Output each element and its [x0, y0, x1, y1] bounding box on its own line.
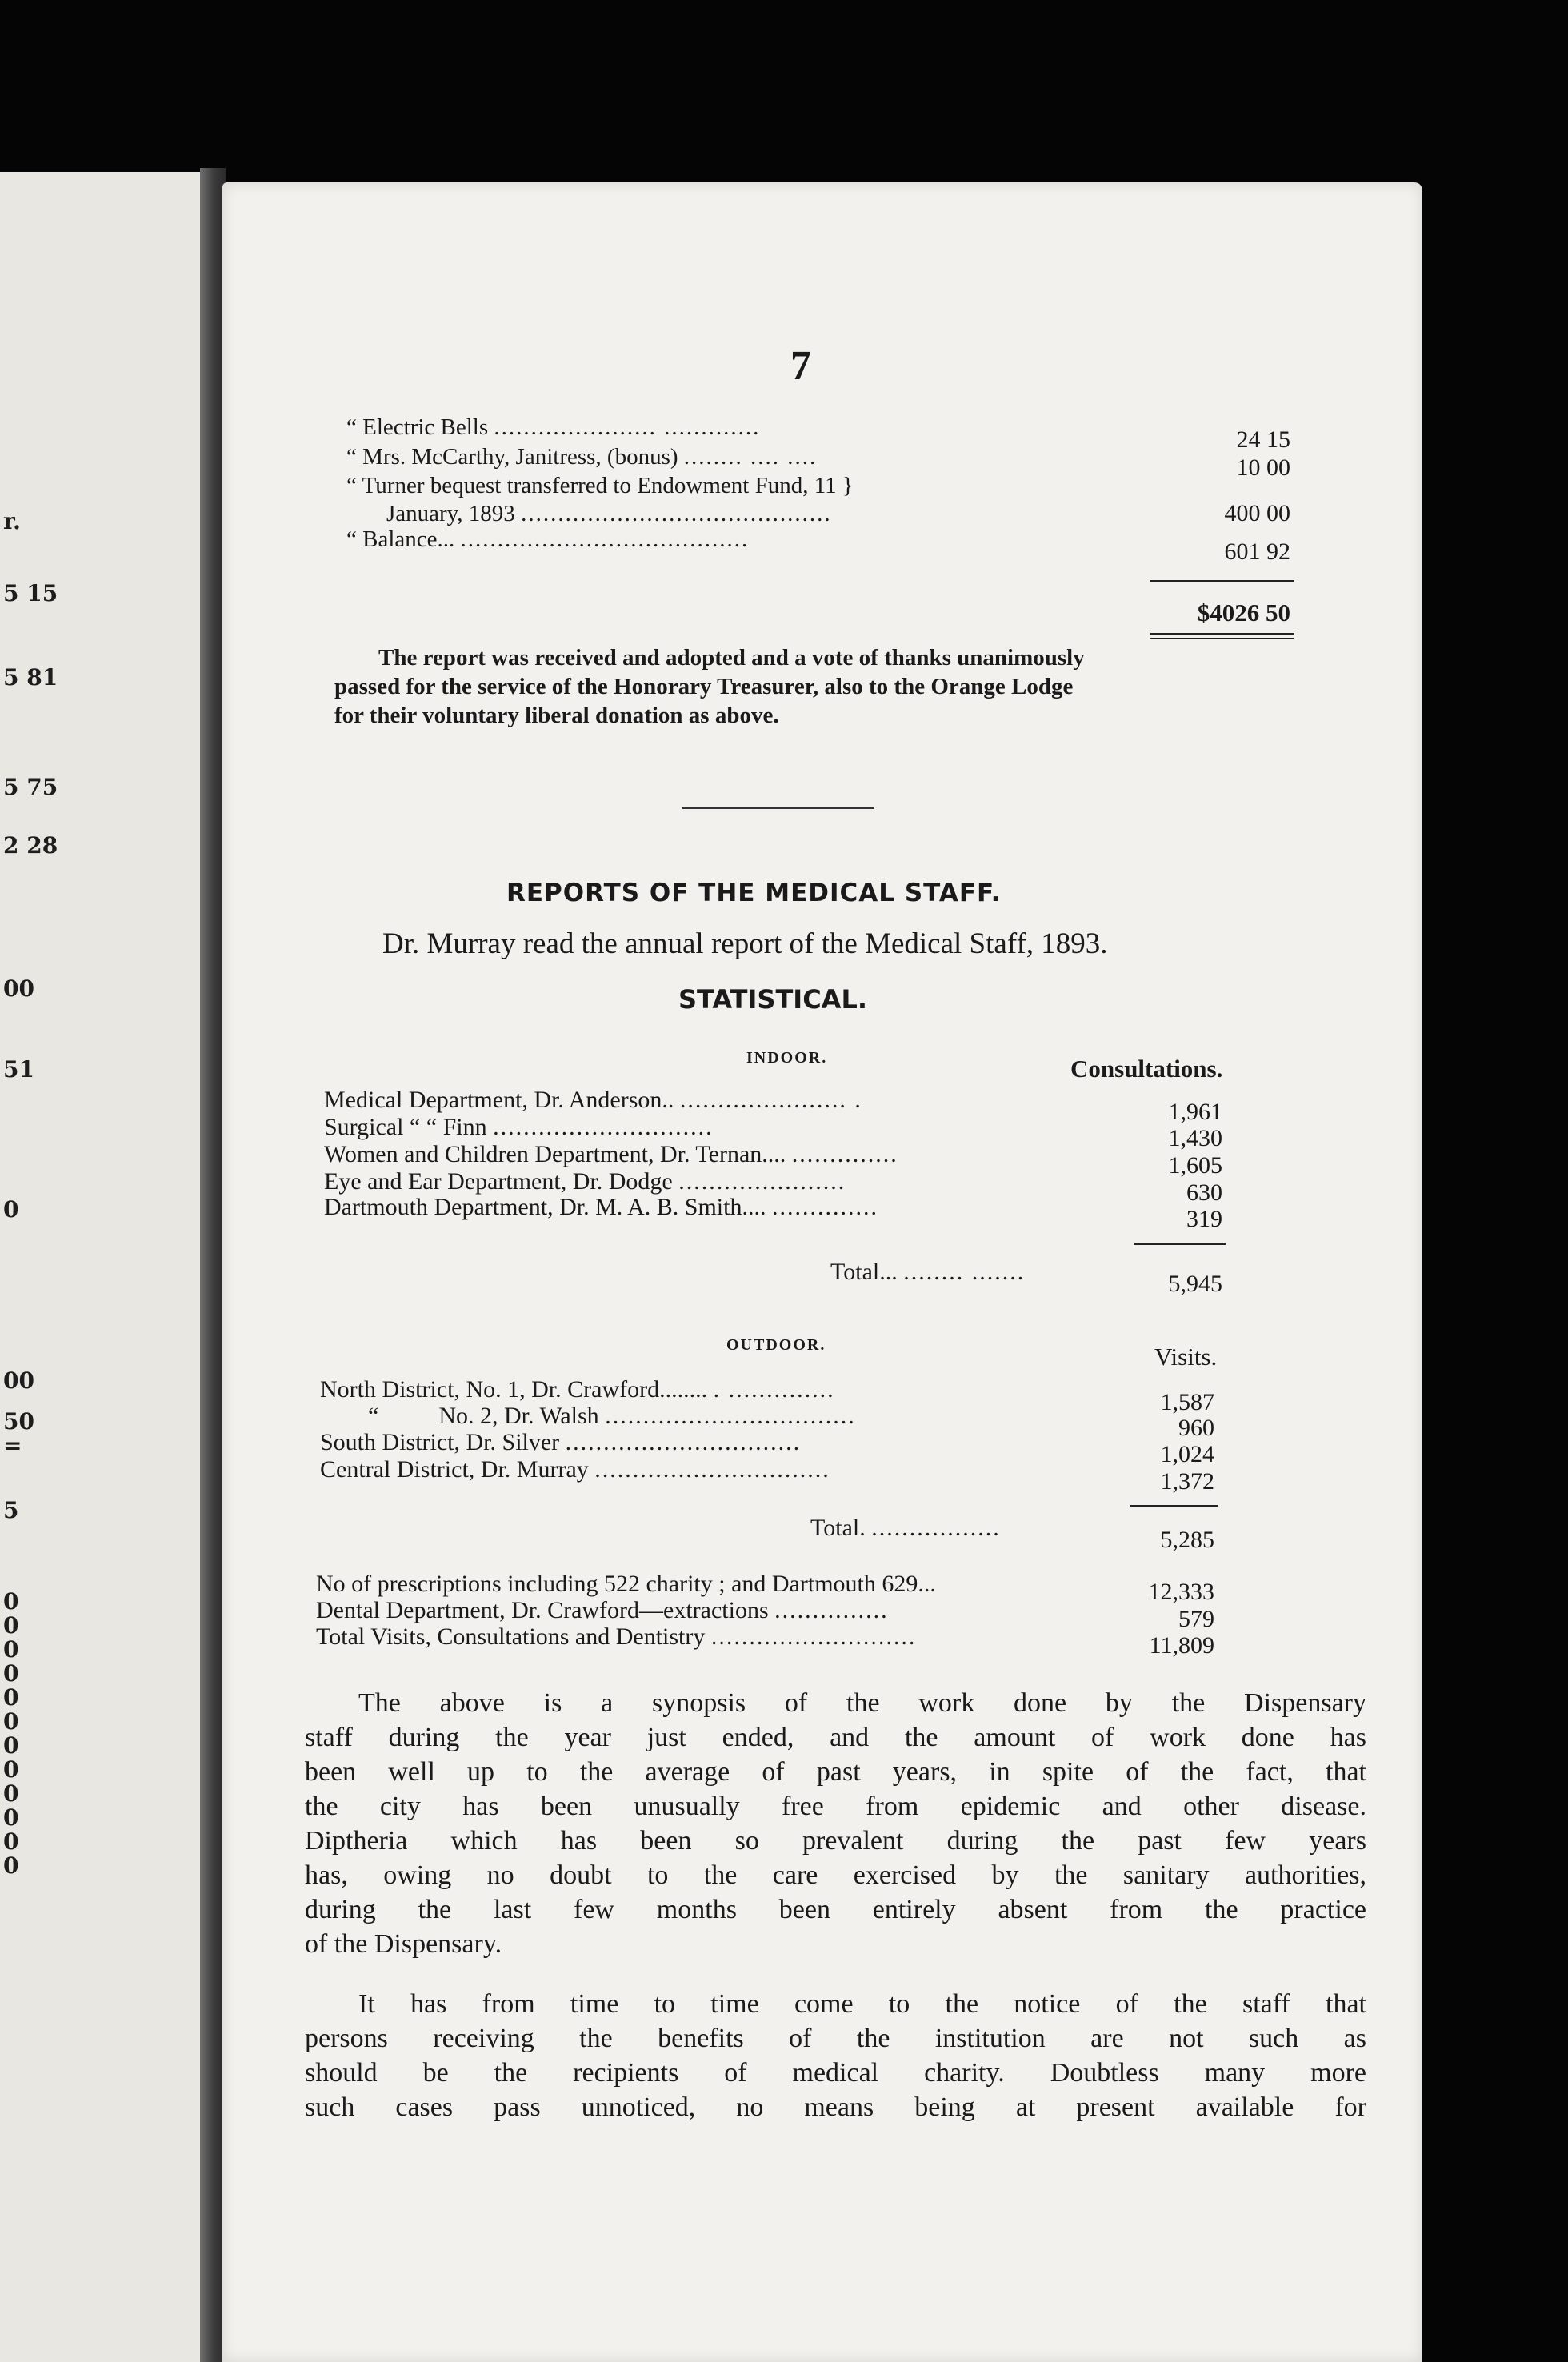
- leader-dots: ........ .... ....: [683, 444, 818, 470]
- table-row: [324, 1087, 862, 1114]
- row-value: 1,372: [1160, 1468, 1214, 1495]
- paragraph-line: during the last few months been entirely absent from the practice: [305, 1895, 1366, 1924]
- row-value: 1,961: [1168, 1099, 1222, 1125]
- left-page-fragment: 0: [3, 1732, 19, 1759]
- statistical-heading: STATISTICAL.: [678, 984, 867, 1015]
- paragraph-line: staff during the year just ended, and the amount of work done has: [305, 1723, 1366, 1752]
- intro-line: Dr. Murray read the annual report of the Medical Staff, 1893.: [382, 927, 1108, 960]
- left-page-fragment: r.: [3, 508, 21, 534]
- leader-dots: ...............................: [594, 1456, 830, 1483]
- row-value: 630: [1186, 1179, 1222, 1206]
- leader-dots: ..........................................: [521, 501, 832, 526]
- total-row: [830, 1259, 1025, 1286]
- row-label: Dental Department, Dr. Crawford—extractions: [316, 1597, 769, 1623]
- left-page-fragment: 0: [3, 1828, 19, 1855]
- summary-row: [316, 1623, 916, 1651]
- ditto-mark: “: [346, 414, 357, 440]
- leader-dots: ...................... .............: [494, 414, 761, 440]
- left-page-fragment: 0: [3, 1708, 19, 1735]
- row-label: Surgical “ “ Finn: [324, 1114, 487, 1140]
- row-value: 1,605: [1168, 1152, 1222, 1179]
- total-label: Total.: [810, 1515, 866, 1541]
- row-label: Medical Department, Dr. Anderson..: [324, 1087, 674, 1113]
- section-heading: REPORTS OF THE MEDICAL STAFF.: [506, 879, 1002, 907]
- ledger-label: Mrs. McCarthy, Janitress, (bonus): [362, 444, 678, 470]
- total-double-rule: [1150, 638, 1294, 639]
- ledger-label: January, 1893: [386, 501, 515, 526]
- leader-dots: ......................: [678, 1168, 846, 1195]
- document-page: [222, 182, 1422, 2362]
- row-label: South District, Dr. Silver: [320, 1429, 560, 1455]
- left-page-fragment: 0: [3, 1636, 19, 1663]
- row-label: North District, No. 1, Dr. Crawford........: [320, 1376, 708, 1403]
- ledger-line: [346, 414, 760, 441]
- total-label: Total...: [830, 1259, 898, 1285]
- left-page-fragment: 0: [3, 1780, 19, 1807]
- leader-dots: ..............: [771, 1194, 878, 1220]
- row-value: 1,430: [1168, 1125, 1222, 1151]
- summary-row: [316, 1597, 889, 1624]
- left-page-fragment: 0: [3, 1684, 19, 1711]
- brace-mark: }: [842, 473, 854, 498]
- row-label: Dartmouth Department, Dr. M. A. B. Smith....: [324, 1194, 766, 1220]
- ledger-total: $4026 50: [1197, 599, 1290, 627]
- table-heading: OUTDOOR.: [726, 1336, 826, 1354]
- left-page-fragment: 50: [3, 1408, 34, 1435]
- paragraph-line: the city has been unusually free from epidemic and other disease.: [305, 1792, 1366, 1821]
- paragraph-line: The report was received and adopted and a vote of thanks unanimously: [378, 645, 1085, 671]
- left-page-fragment: 00: [3, 975, 34, 1002]
- row-label: “ No. 2, Dr. Walsh: [320, 1403, 599, 1429]
- leader-dots: ...........................: [710, 1623, 917, 1650]
- leader-dots: ...................... .: [679, 1087, 862, 1113]
- left-page-fragment: 0: [3, 1588, 19, 1615]
- ledger-line-continuation: [386, 501, 832, 527]
- leader-dots: ...............: [774, 1597, 889, 1623]
- left-page-fragment: 0: [3, 1756, 19, 1783]
- left-page-fragment: 5 75: [3, 774, 58, 800]
- ledger-amount: 601 92: [1224, 538, 1290, 565]
- row-label: Total Visits, Consultations and Dentistry: [316, 1623, 706, 1650]
- row-label: Eye and Ear Department, Dr. Dodge: [324, 1168, 673, 1195]
- table-row: [324, 1141, 898, 1168]
- left-page-fragment: 2 28: [3, 832, 58, 859]
- left-page-fragment: 5 15: [3, 580, 58, 607]
- table-row: [320, 1403, 856, 1430]
- row-value: 11,809: [1149, 1632, 1214, 1659]
- leader-dots: ...............................: [565, 1429, 802, 1455]
- total-value: 5,285: [1160, 1527, 1214, 1553]
- table-row: [324, 1114, 714, 1141]
- total-rule: [1150, 580, 1294, 582]
- left-page-fragment: 0: [3, 1660, 19, 1687]
- left-page-fragment: =: [3, 1432, 22, 1459]
- paragraph-line: persons receiving the benefits of the institution are not such as: [305, 2024, 1366, 2053]
- ditto-mark: “: [346, 526, 357, 552]
- row-label: No of prescriptions including 522 charity ; and Dartmouth 629...: [316, 1571, 936, 1597]
- paragraph-line: of the Dispensary.: [305, 1929, 502, 1959]
- table-heading: INDOOR.: [746, 1049, 828, 1067]
- table-row: [320, 1456, 830, 1483]
- ledger-label: Electric Bells: [362, 414, 489, 440]
- leader-dots: . ..............: [713, 1376, 835, 1403]
- total-rule: [1134, 1243, 1226, 1245]
- total-double-rule: [1150, 633, 1294, 635]
- paragraph-line: Diptheria which has been so prevalent during the past few years: [305, 1826, 1366, 1856]
- paragraph-line: The above is a synopsis of the work done by the Dispensary: [358, 1688, 1366, 1718]
- total-value: 5,945: [1168, 1271, 1222, 1297]
- leader-dots: ........ .......: [903, 1259, 1026, 1285]
- row-label: Women and Children Department, Dr. Ternan....: [324, 1141, 786, 1167]
- left-page-fragment: 0: [3, 1804, 19, 1831]
- ledger-line: [346, 473, 854, 499]
- row-label: Central District, Dr. Murray: [320, 1456, 589, 1483]
- table-row: [320, 1376, 835, 1403]
- row-value: 12,333: [1148, 1579, 1214, 1605]
- ledger-line: [346, 526, 749, 553]
- ledger-label: Turner bequest transferred to Endowment Fund, 11: [362, 473, 837, 498]
- ledger-amount: 400 00: [1224, 500, 1290, 526]
- column-header: Visits.: [1154, 1343, 1218, 1371]
- total-rule: [1130, 1505, 1218, 1507]
- column-header: Consultations.: [1070, 1055, 1223, 1083]
- paragraph-line: been well up to the average of past years, in spite of the fact, that: [305, 1757, 1366, 1787]
- left-page-fragment: 0: [3, 1852, 19, 1879]
- paragraph-line: should be the recipients of medical charity. Doubtless many more: [305, 2058, 1366, 2088]
- left-page-fragment: 0: [3, 1196, 19, 1223]
- summary-row: [316, 1571, 936, 1598]
- leader-dots: ..............: [791, 1141, 898, 1167]
- left-page-fragment: 5 81: [3, 664, 58, 691]
- ledger-line: [346, 444, 817, 470]
- leader-dots: .................................: [605, 1403, 856, 1429]
- leader-dots: .......................................: [460, 526, 750, 552]
- row-value: 579: [1178, 1606, 1214, 1632]
- table-row: [324, 1168, 846, 1195]
- row-value: 1,024: [1160, 1441, 1214, 1467]
- table-row: [324, 1194, 878, 1221]
- leader-dots: .............................: [493, 1114, 714, 1140]
- paragraph-line: for their voluntary liberal donation as above.: [334, 703, 779, 728]
- left-page-edge: [0, 172, 200, 2362]
- paragraph-line: It has from time to time come to the notice of the staff that: [358, 1989, 1366, 2019]
- paragraph-line: passed for the service of the Honorary Treasurer, also to the Orange Lodge: [334, 674, 1074, 699]
- row-value: 960: [1178, 1415, 1214, 1441]
- left-page-fragment: 00: [3, 1367, 34, 1394]
- paragraph-line: such cases pass unnoticed, no means being at present available for: [305, 2092, 1366, 2122]
- row-value: 1,587: [1160, 1389, 1214, 1415]
- total-row: [810, 1515, 1001, 1542]
- section-divider: [682, 807, 874, 809]
- paragraph-line: has, owing no doubt to the care exercised by the sanitary authorities,: [305, 1860, 1366, 1890]
- table-row: [320, 1429, 801, 1456]
- row-value: 319: [1186, 1206, 1222, 1232]
- page-number: 7: [790, 343, 811, 389]
- leader-dots: .................: [871, 1515, 1001, 1541]
- ledger-amount: 10 00: [1236, 454, 1290, 481]
- ledger-label: Balance...: [362, 526, 455, 552]
- left-page-fragment: 51: [3, 1056, 34, 1083]
- left-page-fragment: 0: [3, 1612, 19, 1639]
- left-page-fragment: 5: [3, 1497, 19, 1523]
- ditto-mark: “: [346, 444, 357, 470]
- ledger-amount: 24 15: [1236, 426, 1290, 453]
- ditto-mark: “: [346, 473, 357, 498]
